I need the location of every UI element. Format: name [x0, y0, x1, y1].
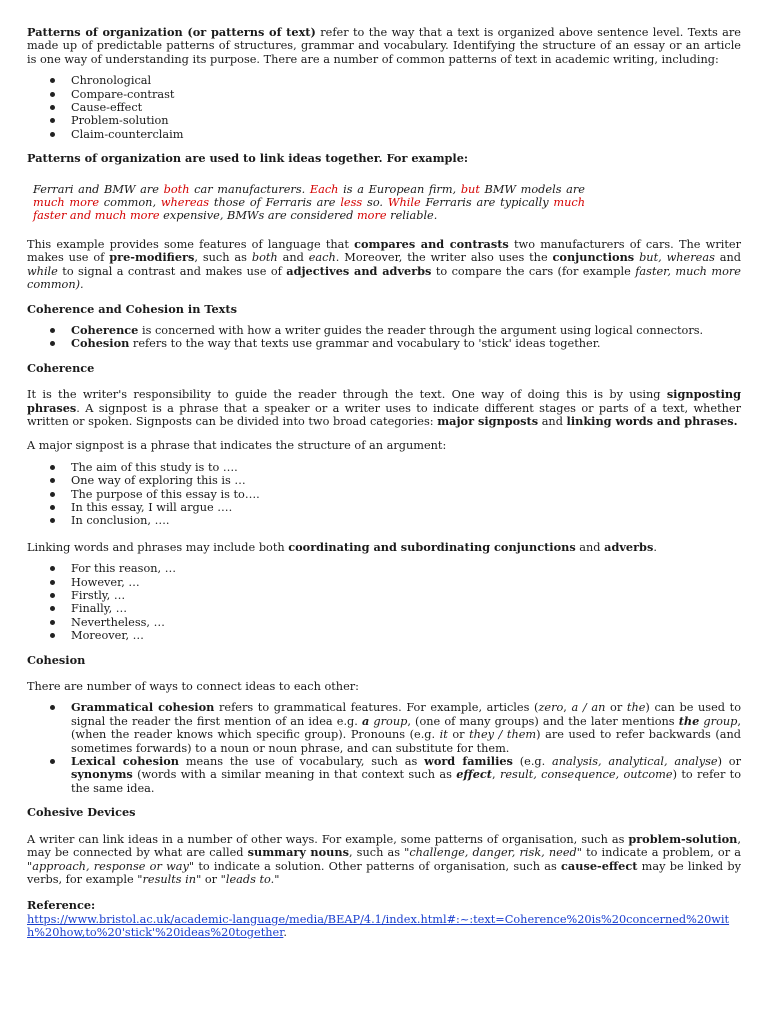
list-item: Coherence is concerned with how a writer guides the reader through the argument using logical connectors. [71, 324, 741, 337]
cohesion-list [27, 701, 741, 795]
coherence-heading: Coherence [27, 360, 95, 375]
cohesion-heading: Cohesion [27, 652, 86, 667]
list-item: The aim of this study is to …. [71, 461, 741, 474]
list-item: In this essay, I will argue …. [71, 501, 741, 514]
list-item: Cause-effect [71, 101, 741, 114]
list-item: Claim-counterclaim [71, 128, 741, 141]
cohesion-intro: There are number of ways to connect ideas to each other: [27, 680, 359, 694]
list-item: The purpose of this essay is to…. [71, 488, 741, 501]
list-item: Problem-solution [71, 114, 741, 127]
list-item: For this reason, … [71, 562, 741, 575]
list-item: Moreover, … [71, 629, 741, 642]
linking-intro: Linking words and phrases may include both coordinating and subordinating conjunctions and adverbs. [27, 539, 657, 554]
list-item: Compare-contrast [71, 88, 741, 101]
intro-paragraph: Patterns of organization (or patterns of text) refer to the way that a text is organized above sentence level. Texts are made up of predictable patterns of structures, grammar and vocabulary. Identifying the structure of an essay or an article is one way of understanding its purpose. There are a number of common patterns of text in academic writing, including: [27, 25, 741, 66]
document-page [27, 26, 741, 940]
list-item: One way of exploring this is … [71, 474, 741, 487]
intro-title: Patterns of organization (or patterns of text) [27, 25, 316, 39]
devices-heading: Cohesive Devices [27, 805, 136, 820]
list-item: Cohesion refers to the way that texts use grammar and vocabulary to 'stick' ideas together. [71, 337, 741, 350]
explain-paragraph: This example provides some features of language that compares and contrasts two manufacturers of cars. The writer makes use of pre-modifiers, such as both and each. Moreover, the writer also uses the conjunctions but, whereas and while to signal a contrast and makes use of adjectives and adverbs to compare the cars (for example faster, much more common). [27, 236, 742, 292]
list-item: Grammatical cohesion refers to grammatical features. For example, articles (zero, a / an or the) can be used to signal the reader the first mention of an idea e.g. a group, (one of many groups) and the later mentions the group, (when the reader knows which specific group). Pronouns (e.g. it or they / them) are used to refer backwards (and sometimes forwards) to a noun or noun phrase, and can substitute for them. [71, 700, 742, 755]
major-signpost-intro: A major signpost is a phrase that indicates the structure of an argument: [27, 439, 447, 453]
coh-heading: Coherence and Cohesion in Texts [27, 301, 237, 316]
reference-block: Reference: https://www.bristol.ac.uk/academic-language/media/BEAP/4.1/index.html#:~:text=Coherence%20is%20concerned%20with%20how,to%20'stick'%20ideas%20together. [27, 898, 730, 940]
devices-paragraph: A writer can link ideas in a number of other ways. For example, some patterns of organisation, such as problem-solution, may be connected by what are called summary nouns, such as "challenge, danger, risk, need" to indicate a problem, or a "approach, response or way" to indicate a solution. Other patterns of organisation, such as cause-effect may be linked by verbs, for example "results in" or "leads to." [27, 831, 742, 886]
coh-list [27, 324, 741, 351]
list-item: Chronological [71, 74, 741, 87]
list-item: Lexical cohesion means the use of vocabulary, such as word families (e.g. analysis, analytical, analyse) or synonyms (words with a similar meaning in that context such as effect, result, consequence, outcome) to refer to the same idea. [71, 754, 742, 795]
patterns-list [27, 74, 741, 141]
major-signposts-list [27, 461, 741, 528]
list-item: Finally, … [71, 602, 741, 615]
reference-link[interactable]: https://www.bristol.ac.uk/academic-language/media/BEAP/4.1/index.html#:~:text=Coherence%20is%20concerned%20with%20how,to%20'stick'%20ideas%20together [27, 912, 730, 940]
list-item: However, … [71, 576, 741, 589]
link-heading: Patterns of organization are used to link ideas together. For example: [27, 151, 469, 166]
coherence-paragraph: It is the writer's responsibility to guide the reader through the text. One way of doing this is by using signposting phrases. A signpost is a phrase that a speaker or a writer uses to indicate different stages or parts of a text, whether written or spoken. Signposts can be divided into two broad categories: major signposts and linking words and phrases. [27, 387, 741, 428]
reference-label: Reference: [27, 898, 96, 913]
example-quote: Ferrari and BMW are both car manufacturers. Each is a European firm, but BMW models are much more common, whereas those of Ferraris are less so. While Ferraris are typically much faster and much more expensive, BMWs are considered more reliable. [33, 182, 585, 223]
list-item: Firstly, … [71, 589, 741, 602]
linking-list [27, 562, 741, 642]
list-item: Nevertheless, … [71, 616, 741, 629]
list-item: In conclusion, …. [71, 514, 741, 527]
